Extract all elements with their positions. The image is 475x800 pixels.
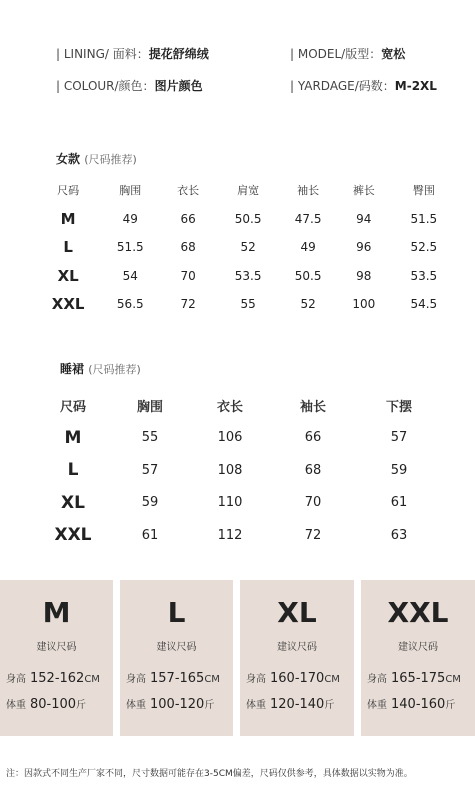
card-height-label: 身高 — [367, 674, 387, 685]
card-weight-row — [6, 696, 111, 712]
card-weight-label: 体重 — [367, 700, 387, 711]
dress-table-header — [36, 389, 442, 422]
size-card-xxl — [361, 580, 475, 736]
table-cell: 68 — [180, 240, 196, 255]
card-height-value: 165-175 — [391, 671, 446, 686]
table-cell: 53.5 — [410, 268, 438, 283]
women-table-header — [36, 176, 456, 205]
table-cell: 100 — [352, 297, 376, 312]
table-cell: 50.5 — [294, 268, 322, 283]
card-rec-label: 建议尺码 — [277, 642, 317, 653]
card-weight-value: 100-120 — [150, 697, 205, 712]
card-height-value: 160-170 — [270, 671, 325, 686]
spec-model-value: 宽松 — [381, 47, 406, 61]
card-rec-label: 建议尺码 — [398, 642, 438, 653]
size-card-m — [0, 580, 113, 736]
card-weight-row — [367, 696, 473, 712]
table-cell: 55 — [141, 430, 159, 446]
header-cell: 臀围 — [412, 184, 435, 198]
header-cell: 尺码 — [57, 184, 80, 198]
table-row — [36, 454, 442, 487]
card-height-row — [246, 670, 352, 686]
table-cell: 52 — [240, 240, 256, 255]
card-size: M — [42, 596, 71, 629]
table-cell: 72 — [304, 527, 322, 543]
table-cell: 61 — [141, 527, 159, 543]
women-subtitle: (尺码推荐) — [84, 153, 137, 166]
size-card-l — [120, 580, 233, 736]
table-cell: 108 — [217, 462, 243, 478]
header-cell: 胸围 — [136, 399, 163, 415]
card-size: XL — [277, 596, 317, 629]
card-height-row — [367, 670, 473, 686]
header-cell: 胸围 — [119, 184, 142, 198]
table-cell: 59 — [390, 462, 408, 478]
spec-yardage-value: M-2XL — [394, 79, 437, 93]
table-cell: 112 — [217, 527, 243, 543]
table-cell: 54.5 — [410, 297, 438, 312]
table-cell: 63 — [390, 527, 408, 543]
table-cell: 66 — [304, 430, 322, 446]
dress-subtitle: (尺码推荐) — [88, 363, 141, 376]
spec-model-label: | MODEL/版型： — [290, 47, 382, 61]
card-weight-value: 120-140 — [270, 697, 325, 712]
card-height-value: 152-162 — [30, 671, 85, 686]
dress-size-table — [36, 389, 442, 552]
table-cell: 49 — [122, 211, 138, 226]
spec-lining-value: 提花舒绵绒 — [148, 47, 209, 61]
table-cell: 54 — [122, 268, 138, 283]
table-cell: 53.5 — [234, 268, 262, 283]
card-weight-unit: 斤 — [445, 700, 456, 711]
women-section-title — [56, 150, 137, 167]
table-cell: 59 — [141, 495, 159, 511]
table-row — [36, 290, 456, 319]
card-height-label: 身高 — [126, 674, 146, 685]
spec-colour — [56, 77, 203, 94]
table-cell: 61 — [390, 495, 408, 511]
header-cell: 衣长 — [216, 399, 243, 415]
table-cell: 70 — [180, 268, 196, 283]
header-cell: 袖长 — [299, 399, 326, 415]
card-weight-unit: 斤 — [324, 700, 335, 711]
size-card-xl — [240, 580, 354, 736]
table-cell: 72 — [180, 297, 196, 312]
card-weight-label: 体重 — [246, 700, 266, 711]
card-weight-row — [126, 696, 231, 712]
card-weight-unit: 斤 — [76, 700, 87, 711]
table-cell: 68 — [304, 462, 322, 478]
card-height-row — [126, 670, 231, 686]
card-rec-label: 建议尺码 — [156, 642, 197, 653]
table-cell: 110 — [217, 495, 243, 511]
size-cell: XXL — [54, 525, 92, 546]
size-cell: XL — [57, 266, 79, 285]
card-weight-label: 体重 — [6, 700, 26, 711]
table-cell: 47.5 — [294, 211, 322, 226]
card-size: XXL — [387, 596, 449, 629]
header-cell: 尺码 — [59, 399, 86, 415]
card-height-value: 157-165 — [150, 671, 205, 686]
size-cell: L — [63, 238, 73, 257]
spec-lining-label: | LINING/ 面料： — [56, 47, 149, 61]
table-cell: 106 — [217, 430, 243, 446]
card-weight-unit: 斤 — [204, 700, 215, 711]
card-rec-label: 建议尺码 — [36, 642, 77, 653]
spec-yardage — [290, 77, 437, 94]
size-cell: M — [64, 427, 82, 448]
spec-colour-value: 图片颜色 — [154, 79, 203, 93]
table-cell: 52.5 — [410, 240, 438, 255]
women-title: 女款 — [56, 152, 81, 166]
card-size: L — [167, 596, 186, 629]
header-cell: 裤长 — [352, 184, 375, 198]
spec-model — [290, 45, 405, 62]
table-cell: 98 — [356, 268, 372, 283]
table-cell: 51.5 — [410, 211, 438, 226]
spec-yardage-label: | YARDAGE/码数： — [290, 79, 395, 93]
size-cell: M — [60, 209, 76, 228]
card-height-unit: CM — [324, 674, 340, 685]
card-weight-label: 体重 — [126, 700, 146, 711]
header-cell: 下摆 — [385, 399, 412, 415]
header-cell: 衣长 — [177, 184, 200, 198]
spec-colour-label: | COLOUR/颜色： — [56, 79, 155, 93]
card-height-unit: CM — [84, 674, 100, 685]
table-cell: 57 — [141, 462, 159, 478]
table-cell: 70 — [304, 495, 322, 511]
table-cell: 49 — [300, 240, 316, 255]
table-cell: 56.5 — [116, 297, 144, 312]
table-cell: 55 — [240, 297, 256, 312]
dress-section-title — [60, 360, 141, 377]
table-row — [36, 519, 442, 552]
table-cell: 52 — [300, 297, 316, 312]
card-weight-value: 140-160 — [391, 697, 446, 712]
table-cell: 57 — [390, 430, 408, 446]
table-cell: 50.5 — [234, 211, 262, 226]
header-cell: 肩宽 — [237, 184, 260, 198]
table-row — [36, 487, 442, 520]
table-cell: 96 — [356, 240, 372, 255]
card-weight-value: 80-100 — [30, 697, 77, 712]
card-height-unit: CM — [445, 674, 461, 685]
card-height-unit: CM — [204, 674, 220, 685]
size-cell: L — [67, 460, 79, 481]
size-cell: XL — [61, 492, 85, 513]
table-row — [36, 233, 456, 262]
card-height-label: 身高 — [6, 674, 26, 685]
card-height-label: 身高 — [246, 674, 266, 685]
footnote: 注：因款式不同生产厂家不同，尺寸数据可能存在3-5CM偏差，尺码仅供参考，具体数据以实物为准。 — [6, 769, 413, 779]
table-cell: 51.5 — [116, 240, 144, 255]
table-row — [36, 262, 456, 291]
card-weight-row — [246, 696, 352, 712]
table-row — [36, 422, 442, 455]
size-cell: XXL — [51, 295, 85, 314]
header-cell: 袖长 — [297, 184, 320, 198]
table-cell: 94 — [356, 211, 372, 226]
card-height-row — [6, 670, 111, 686]
dress-title: 睡裙 — [60, 362, 85, 376]
spec-lining — [56, 45, 209, 62]
table-cell: 66 — [180, 211, 196, 226]
table-row — [36, 205, 456, 234]
women-size-table — [36, 176, 456, 319]
